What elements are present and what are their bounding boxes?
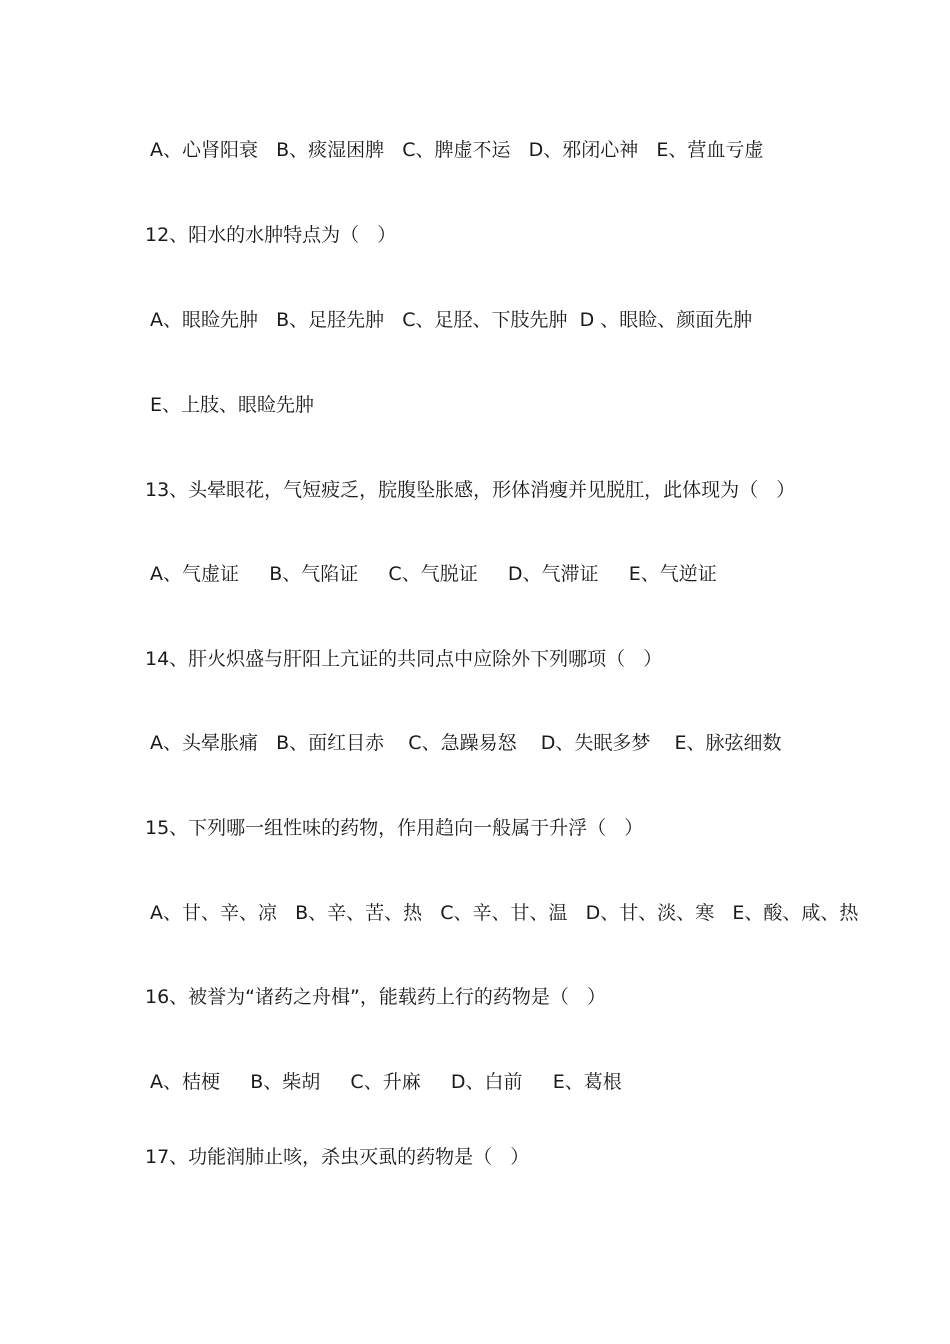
q15-options: A、甘、辛、凉 B、辛、苦、热 C、辛、甘、温 D、甘、淡、寒 E、酸、咸、热 xyxy=(150,902,859,924)
q14-options: A、头晕胀痛 B、面红目赤 C、急躁易怒 D、失眠多梦 E、脉弦细数 xyxy=(150,732,782,754)
q11-options: A、心肾阳衰 B、痰湿困脾 C、脾虚不运 D、邪闭心神 E、营血亏虚 xyxy=(150,139,764,161)
q12-question: 12、阳水的水肿特点为（ ） xyxy=(145,224,397,246)
q15-question: 15、下列哪一组性味的药物，作用趋向一般属于升浮（ ） xyxy=(145,817,644,839)
q12-options-line1: A、眼睑先肿 B、足胫先肿 C、足胫、下肢先肿 D 、眼睑、颜面先肿 xyxy=(150,309,753,331)
q13-options: A、气虚证 B、气陷证 C、气脱证 D、气滞证 E、气逆证 xyxy=(150,563,717,585)
q12-options-line2: E、上肢、眼睑先肿 xyxy=(150,394,315,416)
q17-question: 17、功能润肺止咳，杀虫灭虱的药物是（ ） xyxy=(145,1146,530,1168)
q13-question: 13、头晕眼花，气短疲乏，脘腹坠胀感，形体消瘦并见脱肛，此体现为（ ） xyxy=(145,479,796,501)
q14-question: 14、肝火炽盛与肝阳上亢证的共同点中应除外下列哪项（ ） xyxy=(145,648,663,670)
q16-options: A、桔梗 B、柴胡 C、升麻 D、白前 E、葛根 xyxy=(150,1071,622,1093)
q16-question: 16、被誉为“诸药之舟楫”，能载药上行的药物是（ ） xyxy=(145,986,606,1008)
